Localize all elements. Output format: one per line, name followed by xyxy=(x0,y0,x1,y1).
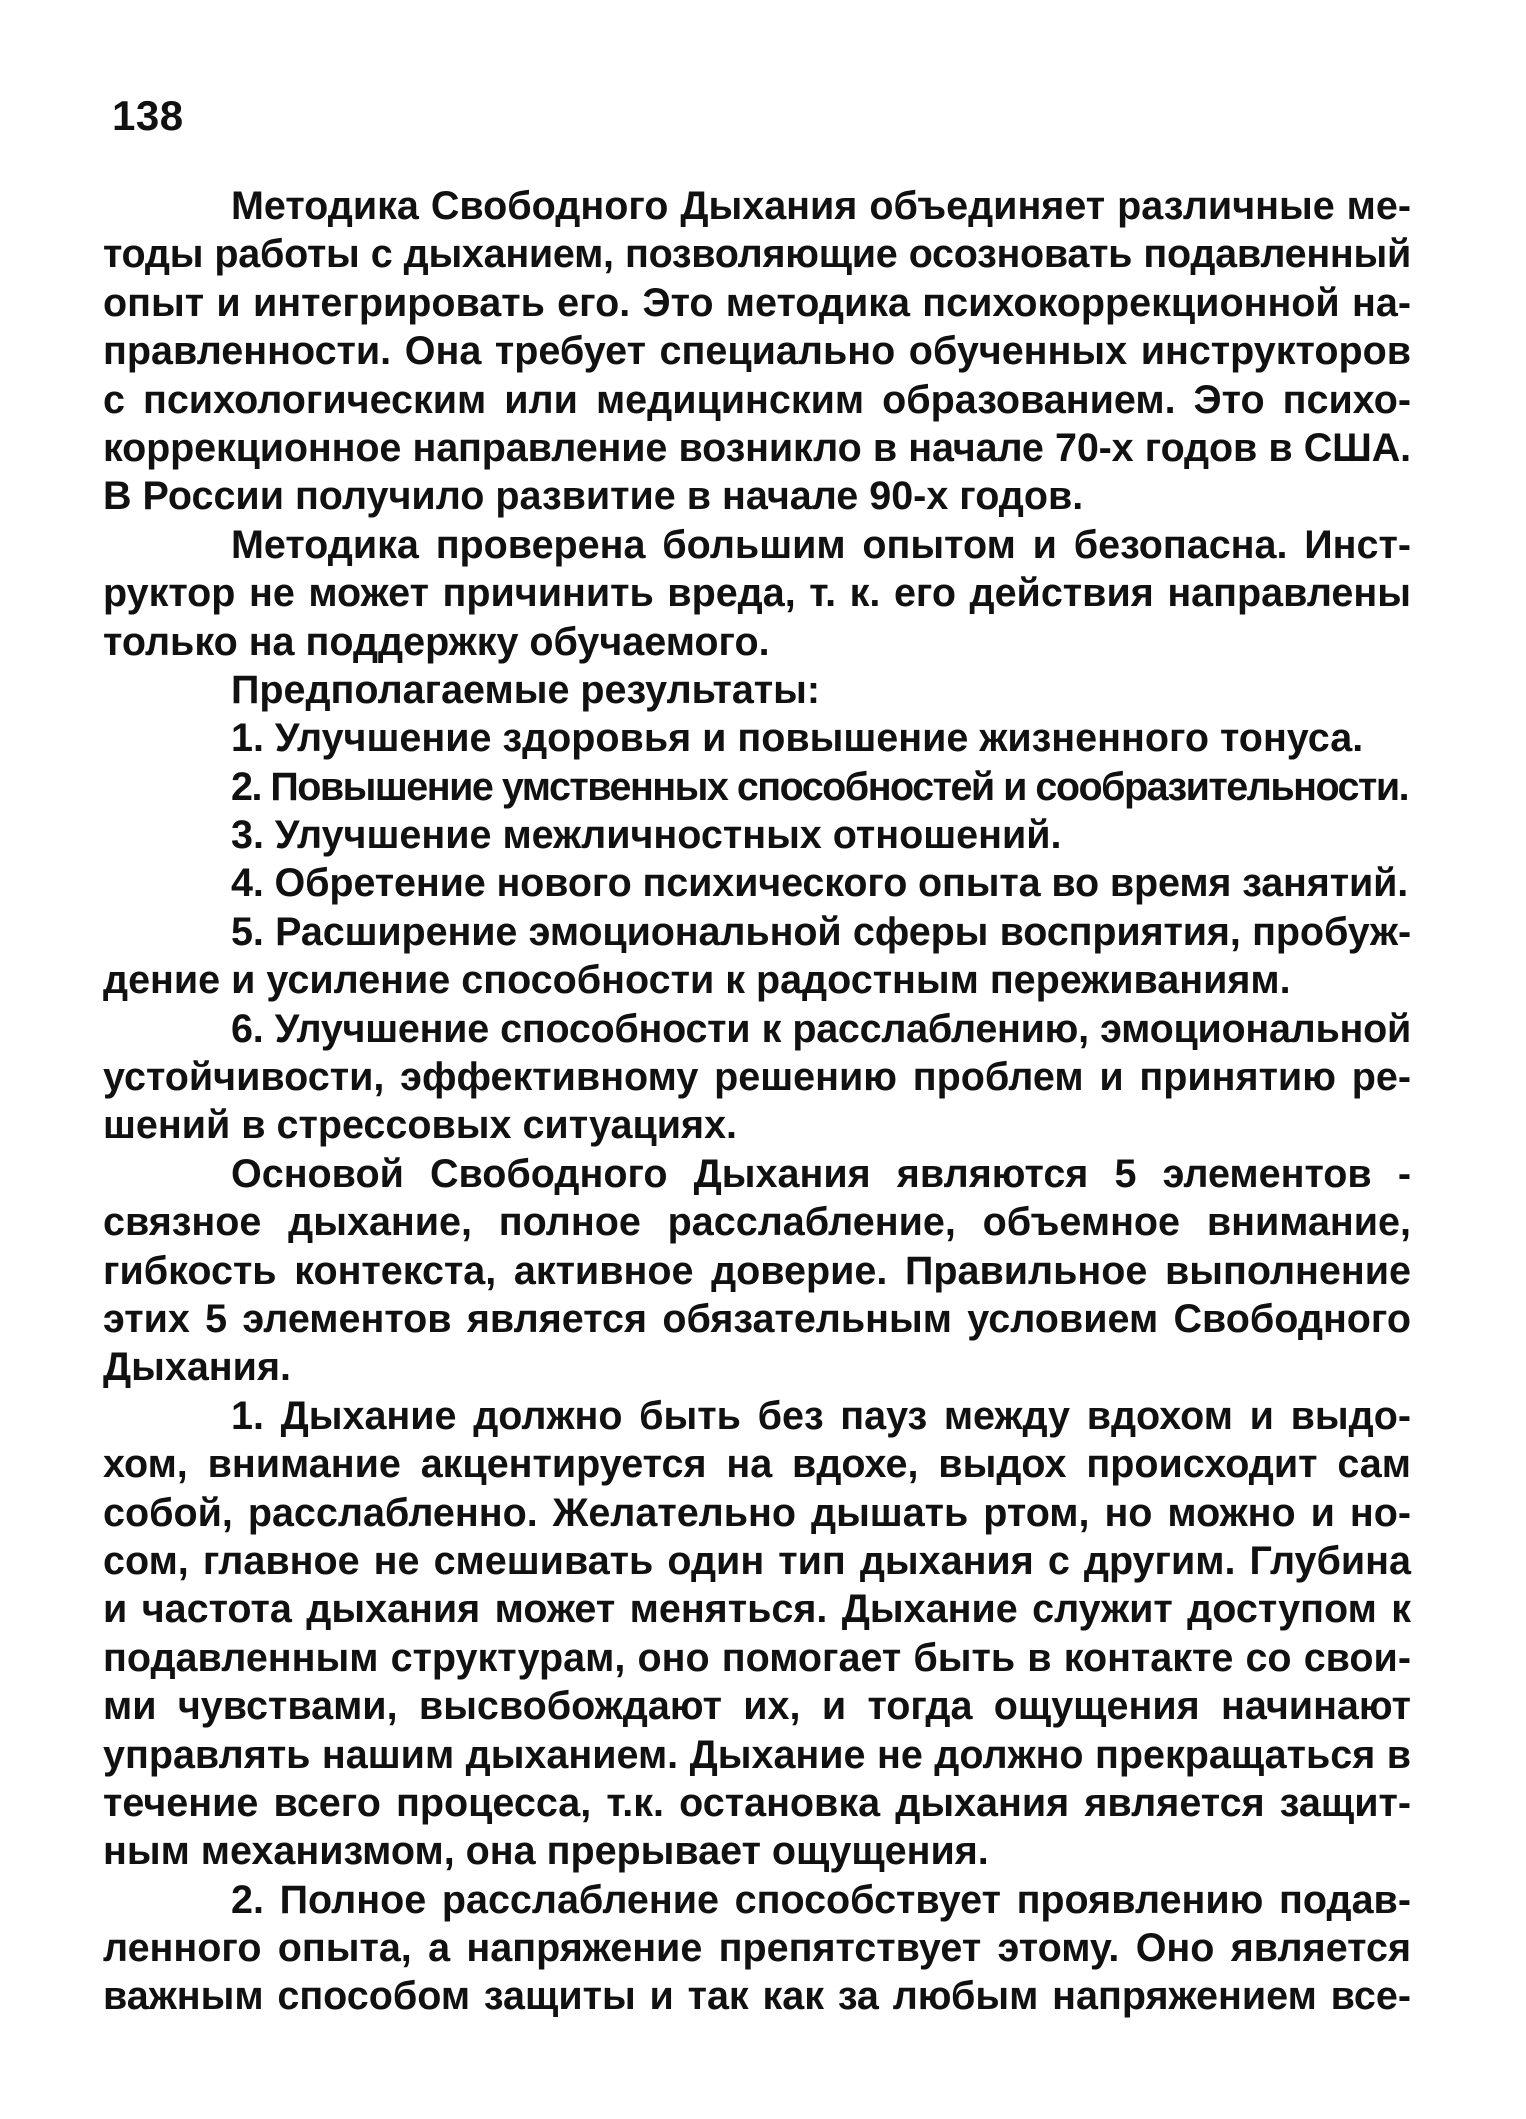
text-line: Методика Свободного Дыхания объединяет различные ме- xyxy=(231,184,1411,228)
text-line: опыт и интегрировать его. Это методика психокоррекционной на- xyxy=(103,280,1411,325)
text-line: связное дыхание, полное расслабление, объемное внимание, xyxy=(103,1200,1411,1245)
text-line: течение всего процесса, т.к. остановка дыхания является защит- xyxy=(103,1780,1411,1825)
text-line: Методика проверена большим опытом и безопасна. Инст- xyxy=(231,522,1411,567)
text-line: гибкость контекста, активное доверие. Правильное выполнение xyxy=(103,1248,1411,1293)
text-line: этих 5 элементов является обязательным условием Свободного xyxy=(103,1296,1411,1341)
body-text xyxy=(103,182,1411,2021)
text-line: и частота дыхания может меняться. Дыхание служит доступом к xyxy=(103,1587,1411,1632)
text-line: В России получило развитие в начале 90-х годов. xyxy=(103,474,1084,519)
text-line: управлять нашим дыханием. Дыхание не должно прекращаться в xyxy=(103,1732,1411,1777)
text-line: только на поддержку обучаемого. xyxy=(103,619,770,664)
text-line: 5. Расширение эмоциональной сферы восприятия, пробуж- xyxy=(231,909,1411,954)
text-line: шений в стрессовых ситуациях. xyxy=(103,1103,738,1148)
text-line: хом, внимание акцентируется на вдохе, выдох происходит сам xyxy=(103,1442,1411,1487)
text-line: тоды работы с дыханием, позволяющие осозновать подавленный xyxy=(103,232,1411,277)
text-line: правленности. Она требует специально обученных инструкторов xyxy=(103,329,1411,374)
text-line: Дыхания. xyxy=(103,1345,291,1390)
text-line: ленного опыта, а напряжение препятствует этому. Оно является xyxy=(103,1926,1411,1971)
text-line: дение и усиление способности к радостным переживаниям. xyxy=(103,958,1291,1003)
text-line: 2. Повышение умственных способностей и сообразительности. xyxy=(231,764,1409,809)
text-line: 1. Улучшение здоровья и повышение жизненного тонуса. xyxy=(231,716,1364,761)
text-line: Основой Свободного Дыхания являются 5 элементов - xyxy=(231,1151,1411,1196)
text-line: с психологическим или медицинским образованием. Это психо- xyxy=(103,377,1411,422)
text-line: 6. Улучшение способности к расслаблению, эмоциональной xyxy=(231,1006,1411,1051)
page-number: 138 xyxy=(112,92,184,139)
text-line: собой, расслабленно. Желательно дышать ртом, но можно и но- xyxy=(103,1490,1411,1535)
text-line: ми чувствами, высвобождают их, и тогда ощущения начинают xyxy=(103,1684,1411,1729)
text-line: 1. Дыхание должно быть без пауз между вдохом и выдо- xyxy=(231,1393,1411,1438)
text-line: руктор не может причинить вреда, т. к. его действия направлены xyxy=(103,571,1411,616)
text-line: 3. Улучшение межличностных отношений. xyxy=(231,813,1062,858)
text-line: устойчивости, эффективному решению проблем и принятию ре- xyxy=(103,1055,1411,1100)
text-line: Предполагаемые результаты: xyxy=(231,667,821,712)
text-line: сом, главное не смешивать один тип дыхания с другим. Глубина xyxy=(103,1538,1411,1583)
text-line: важным способом защиты и так как за любым напряжением все- xyxy=(103,1974,1411,2019)
text-line: подавленным структурам, оно помогает быть в контакте со свои- xyxy=(103,1635,1411,1680)
text-line: 2. Полное расслабление способствует проявлению подав- xyxy=(231,1877,1411,1922)
text-line: ным механизмом, она прерывает ощущения. xyxy=(103,1829,989,1874)
text-line: коррекционное направление возникло в начале 70-х годов в США. xyxy=(103,425,1411,470)
text-line: 4. Обретение нового психического опыта во время занятий. xyxy=(231,861,1409,906)
